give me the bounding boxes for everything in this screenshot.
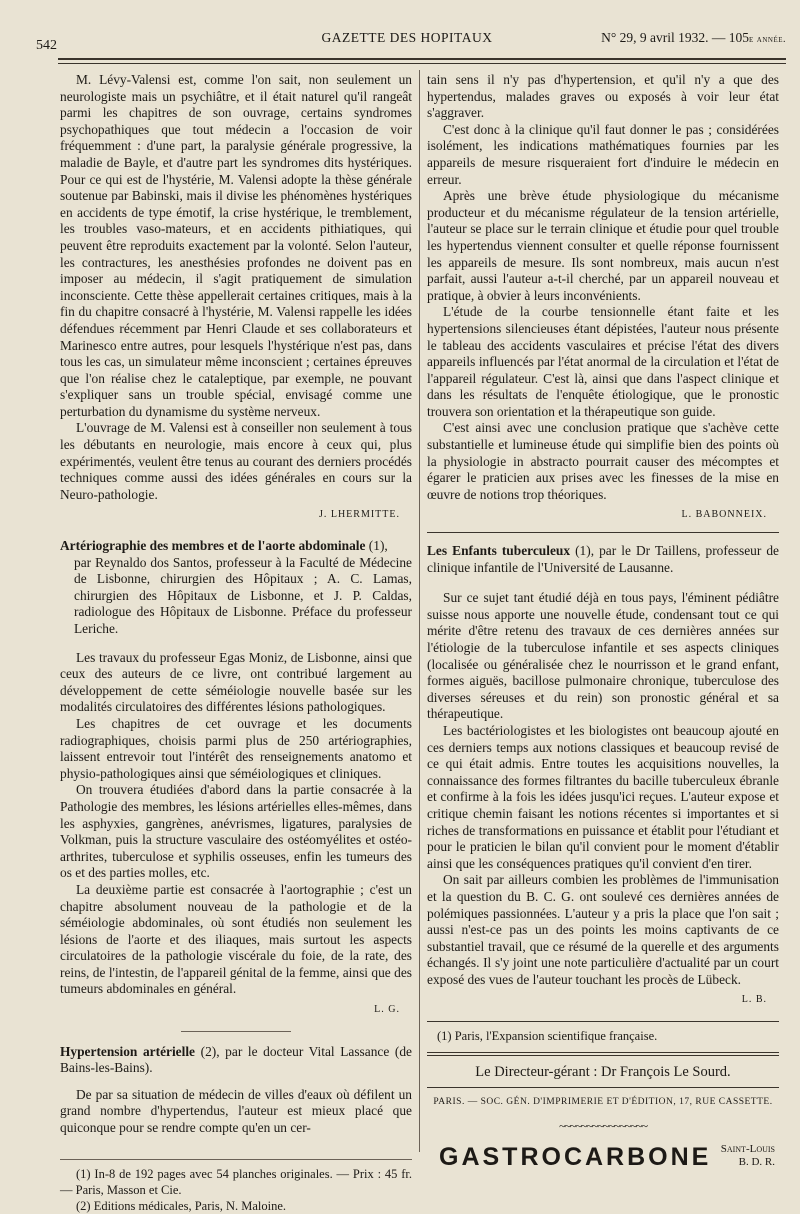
review-signature: L. BABONNEIX. <box>681 509 767 521</box>
ad-side-line: B. D. R. <box>738 1155 775 1168</box>
right-column <box>427 72 779 1183</box>
review-paragraph: M. Lévy-Valensi est, comme l'on sait, non seulement un neurologiste mais un psychiâtre, et il était naturel qu'il rangeât parmi les chapitres de son ouvrage, certains syndromes psychopathiques que tout médecin a l'occasion de voir fréquemment : d'une part, la paralysie générale progressive, la maladie de Bayle, et d'autre part les syndromes dits hystériques. Pour ce qui est de l'hystérie, M. Valensi adopte la thèse générale soutenue par Babinski, mais il divise les phénomènes hystériques en accidents de type émotif, la crise hystérique, le tremblement, les troubles vaso-mateurs, et en accidents pithiatiques, qui peuvent être reproduits exactement par la volonté. Selon l'auteur, les contractures, les anesthésies profondes ne doivent pas en imposer au médecin, il s'agit pratiquement de simulation inconsciente. Cette thèse appellerait certaines critiques, mais à la fin du chapitre consacré à l'hystérie, M. Valensi rappelle les idées défendues récemment par Henri Claude et ses collaborateurs et Marinesco entre autres, pour lesquels l'hystérique n'est pas, dans tous les cas, un simulateur même inconscient ; certaines épreuves que l'on réalise chez le cataleptique, par exemple, ne pouvant s'expliquer sans un trouble spécial, envisagé comme une perturbation du dynamisme du système nerveux. <box>60 72 412 419</box>
review-paragraph: tain sens il n'y pas d'hypertension, et qu'il n'y a que des hypertendus, malades graves ou exposés à voir leur état s'aggraver. <box>427 72 779 121</box>
review-title <box>60 538 412 555</box>
review-signature: L. G. <box>374 1004 400 1016</box>
issue-year-suffix: e année. <box>749 34 786 45</box>
review-paragraph: La deuxième partie est consacrée à l'aortographie ; c'est un chapitre absolument nouveau de la pathologie et de la séméiologie abdominales, où sont étudiés non seulement les lésions de l'aorte et des iliaques, mais surtout les aspects circulatoires de la pathologie viscérale du foie, de la rate, des reins, de l'intestin, de l'appareil génital de la femme, ainsi que des tumeurs abdominales en général. <box>60 881 412 997</box>
review-paragraph: C'est ainsi avec une conclusion pratique que s'achève cette substantielle et lumineuse étude qui simplifie bien des points où la physiologie in abstracto pourrait causer des mécomptes et égarer le praticien aux prises avec les finesses de la mise en œuvre de notions trop théoriques. <box>427 420 779 502</box>
ad-side-text <box>721 1143 775 1169</box>
review-paragraph: Les travaux du professeur Egas Moniz, de Lisbonne, ainsi que ceux des auteurs de ce livre, ont contribué largement au développement de cette séméiologie nouvelle basée sur les modalités circulatoires des différentes lésions pathologiques. <box>60 649 412 715</box>
ad-brand: GASTROCARBONE <box>439 1142 712 1171</box>
review-title-bold: Hypertension artérielle <box>60 1043 196 1059</box>
section-rule <box>427 532 779 533</box>
section-divider <box>181 1031 291 1032</box>
review-title-rest: (1), par le Dr Taillens, professeur de clinique infantile de l'Université de Lausanne. <box>427 543 779 575</box>
page-number: 542 <box>36 38 57 53</box>
ad-side-line: Saint-Louis <box>720 1142 775 1155</box>
footnote: (1) In-8 de 192 pages avec 54 planches originales. — Prix : 45 fr. — Paris, Masson et Cie. <box>60 1166 412 1197</box>
review-signature: J. LHERMITTE. <box>318 509 400 521</box>
review-paragraph: Les chapitres de cet ouvrage et les documents radiographiques, choisis parmi plus de 250 artériographies, laissent entrevoir tout l'intérêt des renseignements anatomo et physio-pathologiques ainsi que séméiologiques et cliniques. <box>60 715 412 781</box>
footer-rule <box>427 1052 779 1053</box>
review-title <box>427 543 779 576</box>
footnote: (2) Editions médicales, Paris, N. Maloine. <box>76 1198 287 1213</box>
left-column <box>60 72 412 1214</box>
footnote: (1) Paris, l'Expansion scientifique française. <box>437 1029 658 1044</box>
review-authors: par Reynaldo dos Santos, professeur à la Faculté de Médecine de Lisbonne, chirurgien des Hôpitaux ; A. C. Lamas, chirurgien des Hôpitaux de Lisbonne, et J. P. Caldas, radiologue des Hôpitaux de Lisbonne. Préface du professeur Leriche. <box>74 554 412 636</box>
header-rule <box>58 58 786 60</box>
review-title-bold: Artériographie des membres et de l'aorte abdominale <box>60 538 366 554</box>
issue-date: N° 29, 9 avril 1932. — 105 <box>601 30 749 45</box>
review-title-bold: Les Enfants tuberculeux <box>427 543 571 559</box>
printer-line: PARIS. — SOC. GÉN. D'IMPRIMERIE ET D'ÉDITION, 17, RUE CASSETTE. <box>433 1096 773 1107</box>
header-rule-thin <box>58 63 786 64</box>
director-line: Le Directeur-gérant : Dr François Le Sourd. <box>475 1064 731 1081</box>
footer-rule-thin <box>427 1055 779 1056</box>
review-paragraph: On sait par ailleurs combien les problèmes de l'immunisation et la question du B. C. G. ont soulevé ces dernières années de polémiques passionnées. L'auteur y a pris la place que l'on sait ; aussi n'est-ce pas un des points les moins captivants de ce substantiel travail, que ce résumé de la querelle et des arguments échangés. Il s'y joint une note particulière d'actualité par un court exposé des vues de l'auteur touchant les procès de Lübeck. <box>427 872 779 987</box>
review-paragraph: L'étude de la courbe tensionnelle étant faite et les hypertensions silencieuses étant dépistées, l'auteur nous présente le tableau des accidents vasculaires et précise l'état des divers appareils influencés par l'état anormal de la circulation et l'état de l'appareil régulateur. C'est là, ainsi que dans l'aspect clinique et dans les résultats de l'enquête étiologique, que le pronostic trouvera son orientation et la thérapeutique son guide. <box>427 304 779 419</box>
review-paragraph: De par sa situation de médecin de villes d'eaux où défilent un grand nombre d'hypertendus, l'auteur est mieux placé que quiconque pour se rendre compte qu'en un cer- <box>60 1086 412 1136</box>
column-divider <box>419 70 420 1152</box>
footnotes <box>60 1166 412 1214</box>
review-signature: L. B. <box>741 994 767 1006</box>
review-title-rest: (2), par le docteur Vital Lassance (de Bains-les-Bains). <box>60 1043 412 1076</box>
review-paragraph: On trouvera étudiées d'abord dans la partie consacrée à la Pathologie des membres, les lésions artérielles elles-mêmes, dans les asphyxies, gangrènes, anévrismes, ligatures, paralysies de Volkman, puis la structure vasculaire des ostéomyélites et ostéo-arthrites, tuberculose et syphilis osseuses, enfin les tumeurs des os et des parties molles, etc. <box>60 782 412 881</box>
review-paragraph: L'ouvrage de M. Valensi est à conseiller non seulement à tous les débutants en neurologie, mais encore à ceux qui, plus expérimentés, veulent être tenus au courant des derniers procédés techniques comme aussi des idées générales en cours sur la Neuro-pathologie. <box>60 420 412 502</box>
review-title-ref: (1), <box>365 538 388 554</box>
advertisement <box>427 1143 779 1183</box>
review-paragraph: Les bactériologistes et les biologistes ont beaucoup ajouté en ces derniers temps aux notions classiques et beaucoup revisé de ce qui était admis. Entre toutes les acquisitions nouvelles, la connaissance des formes filtrantes du bacille tuberculeux ébranle et confirme à la fois les idées jusqu'ici reçues. L'auteur expose et critique chemin faisant les notions récentes si importantes et si riches de transformations en puissance et établit pour l'étudiant et pour le praticien le bilan qu'il convient pour le moment d'établir ainsi que les conséquences pratiques qu'il convient d'en tirer. <box>427 722 779 871</box>
footnote-separator <box>60 1159 412 1160</box>
review-paragraph: Après une brève étude physiologique du mécanisme producteur et du mécanisme régulateur de la tension artérielle, l'auteur se place sur le terrain clinique et étudie pour quel trouble les hypertendus viennent consulter et quelle réponse fournissent les appareils de mesure. Ils sont nombreux, mais aucun n'est parfait, aussi l'auteur a-t-il cherché, par un appareil nouveau et pratique, à obvier à leurs inconvénients. <box>427 188 779 303</box>
review-paragraph: Sur ce sujet tant étudié déjà en tous pays, l'éminent pédiâtre suisse nous apporte une nouvelle étude, condensant tout ce qui mérite d'être retenu des travaux de ces dernières années sur l'étiologie de la tuberculose infantile et ses aspects cliniques (localisée ou généralisée chez le nourrisson et le grand enfant, formes aiguës, bacillose pulmonaire chronique, tuberculose des diverses séreuses et du rein) son pronostic général et sa thérapeutique. <box>427 590 779 722</box>
ornament-divider: ~~~~~~~~~~~~~~~~ <box>559 1119 647 1134</box>
review-paragraph: C'est donc à la clinique qu'il faut donner le pas ; considérées isolément, les indications mathématiques fournies par les appareils de mesure risqueraient fort d'induire le médecin en erreur. <box>427 121 779 187</box>
issue-info <box>601 30 786 46</box>
journal-title: GAZETTE DES HOPITAUX <box>321 30 493 45</box>
footnote-separator <box>427 1021 779 1022</box>
footer-rule <box>427 1087 779 1088</box>
review-title <box>60 1044 412 1077</box>
